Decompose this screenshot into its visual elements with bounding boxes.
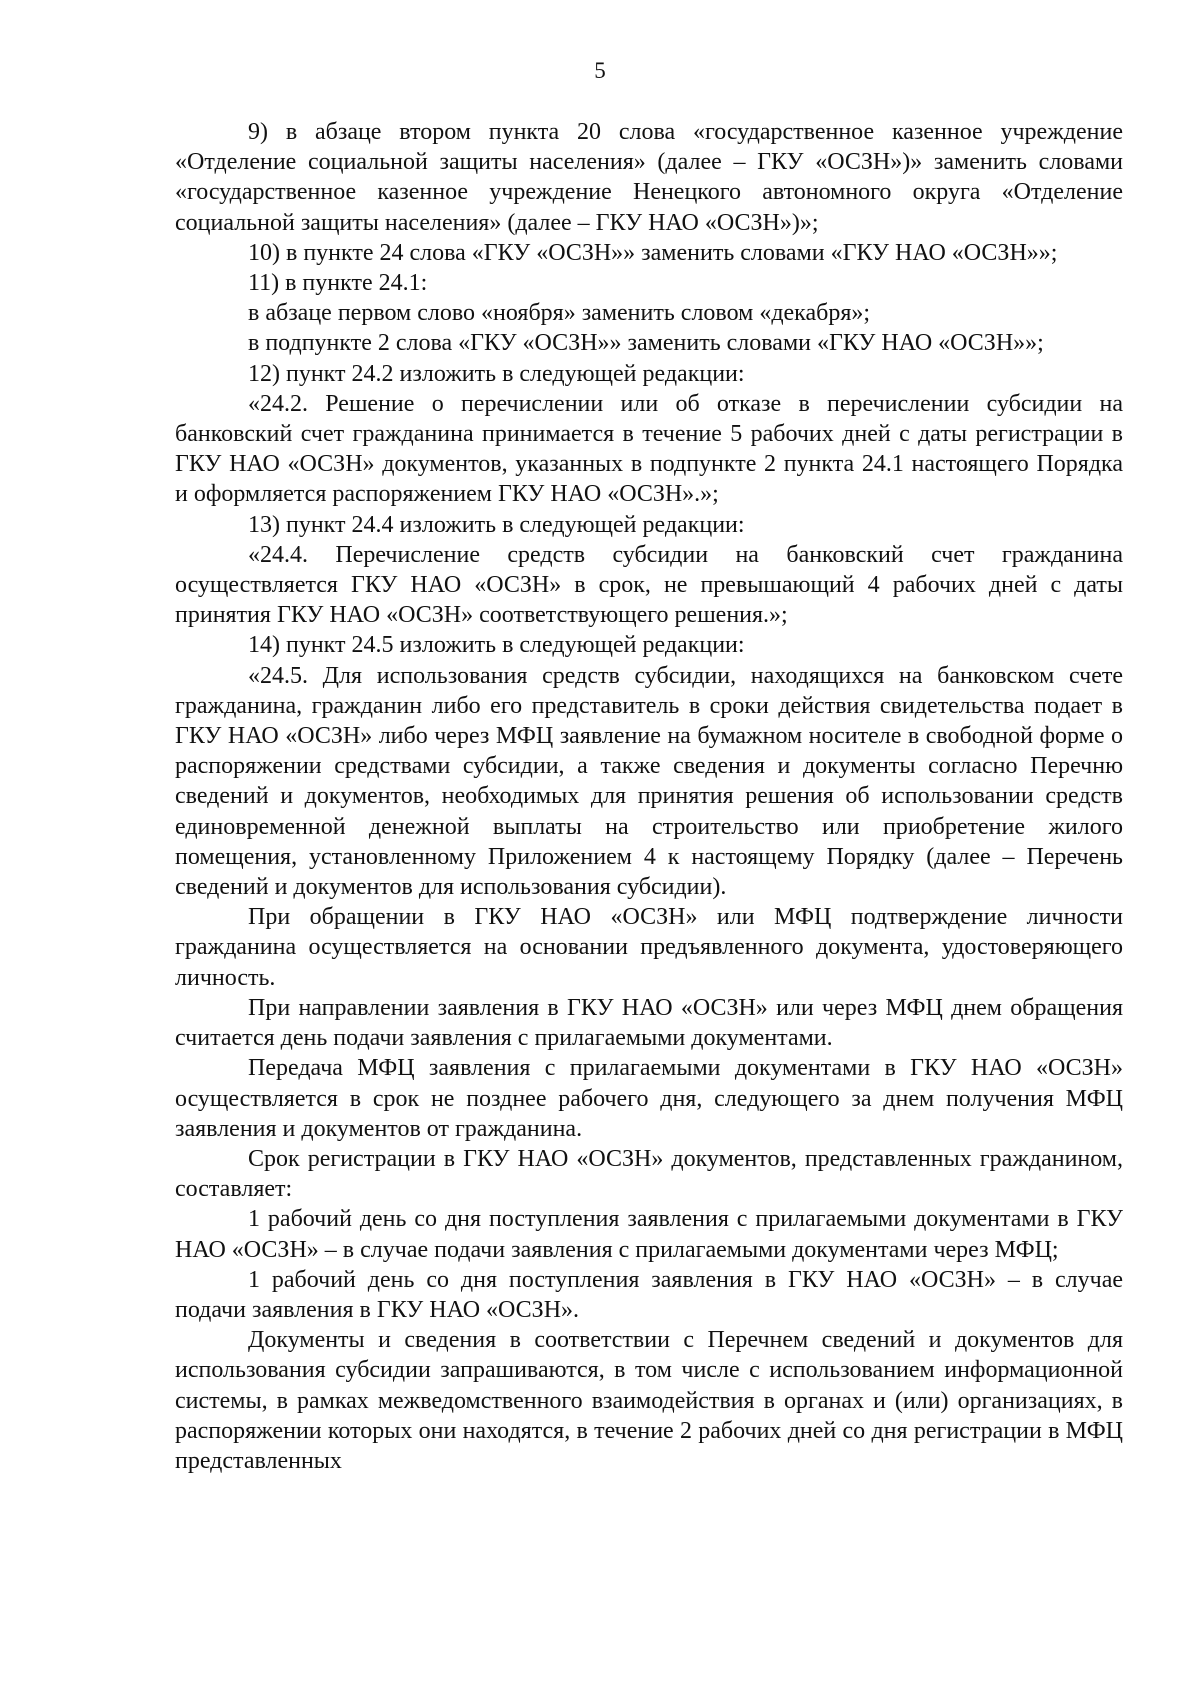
paragraph-item-13: 13) пункт 24.4 изложить в следующей редакции: (248, 511, 745, 538)
paragraph-term-via-mfc: 1 рабочий день со дня поступления заявления с прилагаемыми документами в ГКУ НАО «ОСЗН» – в случае подачи заявления с прилагаемыми документами через МФЦ; (175, 1206, 1123, 1263)
paragraph-item-14: 14) пункт 24.5 изложить в следующей редакции: (248, 632, 745, 659)
paragraph-item-9: 9) в абзаце втором пункта 20 слова «государственное казенное учреждение «Отделение социальной защиты населения» (далее – ГКУ «ОСЗН»)» заменить словами «государственное казенное учреждение Ненецкого автономного округа «Отделение социальной защиты населения» (далее – ГКУ НАО «ОСЗН»)»; (175, 119, 1123, 236)
paragraph-item-11-sub-1: в абзаце первом слово «ноября» заменить словом «декабря»; (248, 300, 871, 327)
paragraph-item-10: 10) в пункте 24 слова «ГКУ «ОСЗН»» заменить словами «ГКУ НАО «ОСЗН»»; (248, 239, 1058, 266)
paragraph-clause-24-4: «24.4. Перечисление средств субсидии на банковский счет гражданина осуществляется ГКУ НАО «ОСЗН» в срок, не превышающий 4 рабочих дней с даты принятия ГКУ НАО «ОСЗН» соответствующего решения.»; (175, 541, 1123, 629)
paragraph-item-12: 12) пункт 24.2 изложить в следующей редакции: (248, 360, 745, 387)
paragraph-interagency-requests: Документы и сведения в соответствии с Перечнем сведений и документов для использования субсидии запрашиваются, в том числе с использованием информационной системы, в рамках межведомственного взаимодействия в органах и (или) организациях, в распоряжении которых они находятся, в течение 2 рабочих дней со дня регистрации в МФЦ представленных (175, 1327, 1123, 1474)
paragraph-term-direct: 1 рабочий день со дня поступления заявления в ГКУ НАО «ОСЗН» – в случае подачи заявления в ГКУ НАО «ОСЗН». (175, 1266, 1123, 1323)
paragraph-registration-term: Срок регистрации в ГКУ НАО «ОСЗН» документов, представленных гражданином, составляет: (175, 1145, 1123, 1203)
paragraph-clause-24-5: «24.5. Для использования средств субсидии, находящихся на банковском счете гражданина, гражданин либо его представитель в сроки действия свидетельства подает в ГКУ НАО «ОСЗН» либо через МФЦ заявление на бумажном носителе в свободной форме о распоряжении средствами субсидии, а также сведения и документы согласно Перечню сведений и документов, необходимых для принятия решения об использовании средств единовременной денежной выплаты на строительство или приобретение жилого помещения, установленному Приложением 4 к настоящему Порядку (далее – Перечень сведений и документов для использования субсидии). (175, 662, 1123, 901)
paragraph-application-date: При направлении заявления в ГКУ НАО «ОСЗН» или через МФЦ днем обращения считается день подачи заявления с прилагаемыми документами. (175, 994, 1123, 1052)
paragraph-clause-24-2: «24.2. Решение о перечислении или об отказе в перечислении субсидии на банковский счет гражданина принимается в течение 5 рабочих дней с даты регистрации в ГКУ НАО «ОСЗН» документов, указанных в подпункте 2 пункта 24.1 настоящего Порядка и оформляется распоряжением ГКУ НАО «ОСЗН».»; (175, 390, 1123, 508)
paragraph-identity-verification: При обращении в ГКУ НАО «ОСЗН» или МФЦ подтверждение личности гражданина осуществляется на основании предъявленного документа, удостоверяющего личность. (175, 904, 1123, 991)
page-number: 5 (594, 58, 606, 83)
document-body (175, 117, 1123, 1476)
paragraph-mfc-transfer: Передача МФЦ заявления с прилагаемыми документами в ГКУ НАО «ОСЗН» осуществляется в срок не позднее рабочего дня, следующего за днем получения МФЦ заявления и документов от гражданина. (175, 1055, 1123, 1142)
paragraph-item-11-sub-2: в подпункте 2 слова «ГКУ «ОСЗН»» заменить словами «ГКУ НАО «ОСЗН»»; (248, 330, 1044, 357)
paragraph-item-11: 11) в пункте 24.1: (248, 270, 428, 297)
